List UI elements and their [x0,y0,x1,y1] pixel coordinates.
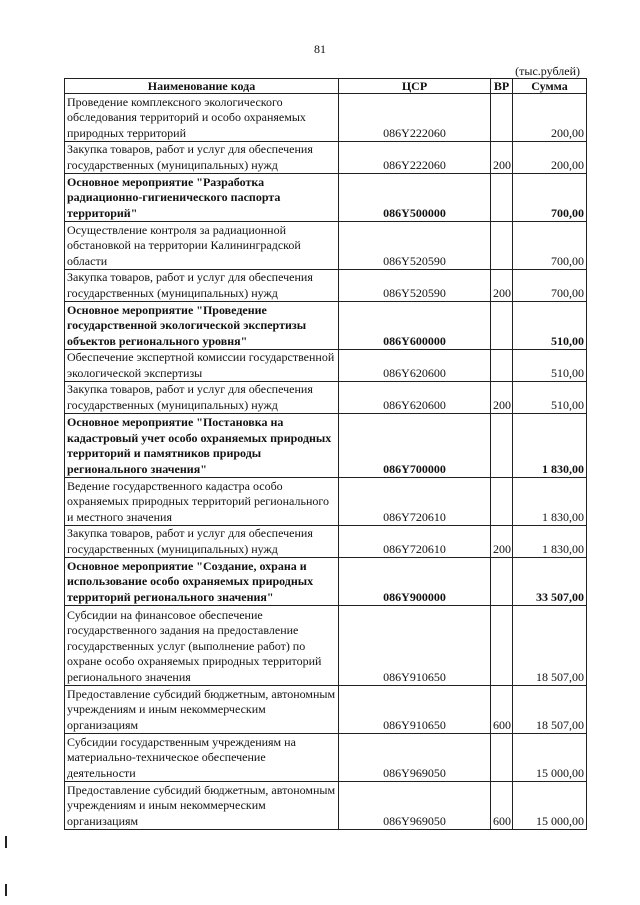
row-csr-cell: 086Y720610 [339,526,491,558]
row-csr-cell: 086Y222060 [339,142,491,174]
row-name-cell: Осуществление контроля за радиационной обстановкой на территории Калининградской области [65,222,339,270]
row-csr-cell: 086Y520590 [339,222,491,270]
row-sum-cell: 510,00 [513,382,587,414]
page-number: 81 [314,42,326,56]
row-vr-cell: 600 [491,782,513,830]
row-name-cell: Субсидии государственным учреждениям на материально-техническое обеспечение деятельности [65,734,339,782]
row-vr-cell: 200 [491,526,513,558]
margin-mark [5,884,7,896]
row-name-cell: Предоставление субсидий бюджетным, автономным учреждениям и иным некоммерческим организациям [65,782,339,830]
row-csr-cell: 086Y900000 [339,558,491,606]
row-sum-cell: 1 830,00 [513,414,587,478]
row-sum-cell: 200,00 [513,94,587,142]
row-name-cell: Проведение комплексного экологического обследования территорий и особо охраняемых природных территорий [65,94,339,142]
row-sum-cell: 18 507,00 [513,686,587,734]
row-csr-cell: 086Y222060 [339,94,491,142]
row-name-cell: Закупка товаров, работ и услуг для обеспечения государственных (муниципальных) нужд [65,270,339,302]
table-row [65,782,587,830]
header-name: Наименование кода [65,79,339,94]
table-row [65,94,587,142]
row-sum-cell: 510,00 [513,350,587,382]
row-csr-cell: 086Y700000 [339,414,491,478]
table-row [65,174,587,222]
row-csr-cell: 086Y969050 [339,734,491,782]
row-sum-cell: 15 000,00 [513,734,587,782]
row-name-cell: Обеспечение экспертной комиссии государственной экологической экспертизы [65,350,339,382]
table-row [65,142,587,174]
header-sum: Сумма [513,79,587,94]
row-csr-cell: 086Y910650 [339,606,491,686]
row-csr-cell: 086Y620600 [339,382,491,414]
row-vr-cell: 200 [491,270,513,302]
row-name-cell: Основное мероприятие "Создание, охрана и использование особо охраняемых природных территорий регионального значения" [65,558,339,606]
row-vr-cell [491,94,513,142]
row-vr-cell [491,414,513,478]
row-sum-cell: 510,00 [513,302,587,350]
row-sum-cell: 200,00 [513,142,587,174]
header-csr: ЦСР [339,79,491,94]
row-vr-cell [491,302,513,350]
row-vr-cell [491,174,513,222]
table-row [65,414,587,478]
table-row [65,558,587,606]
table-body [65,94,587,830]
row-csr-cell: 086Y620600 [339,350,491,382]
row-name-cell: Субсидии на финансовое обеспечение государственного задания на предоставление государственных услуг (выполнение работ) по охране особо охраняемых природных территорий регионального значения [65,606,339,686]
row-name-cell: Закупка товаров, работ и услуг для обеспечения государственных (муниципальных) нужд [65,142,339,174]
table-row [65,526,587,558]
row-sum-cell: 700,00 [513,222,587,270]
row-vr-cell: 200 [491,382,513,414]
row-csr-cell: 086Y600000 [339,302,491,350]
row-vr-cell: 200 [491,142,513,174]
row-sum-cell: 1 830,00 [513,526,587,558]
row-vr-cell: 600 [491,686,513,734]
table-row [65,606,587,686]
row-sum-cell: 18 507,00 [513,606,587,686]
row-sum-cell: 700,00 [513,174,587,222]
budget-table [64,78,587,830]
table-row [65,350,587,382]
row-vr-cell [491,558,513,606]
margin-mark [5,836,7,848]
row-vr-cell [491,478,513,526]
row-name-cell: Закупка товаров, работ и услуг для обеспечения государственных (муниципальных) нужд [65,526,339,558]
row-name-cell: Ведение государственного кадастра особо охраняемых природных территорий регионального и местного значения [65,478,339,526]
row-name-cell: Основное мероприятие "Постановка на кадастровый учет особо охраняемых природных территорий и памятников природы регионального значения" [65,414,339,478]
row-csr-cell: 086Y520590 [339,270,491,302]
table-row [65,222,587,270]
row-name-cell: Закупка товаров, работ и услуг для обеспечения государственных (муниципальных) нужд [65,382,339,414]
row-csr-cell: 086Y500000 [339,174,491,222]
table-row [65,302,587,350]
header-vr: ВР [491,79,513,94]
row-sum-cell: 33 507,00 [513,558,587,606]
row-vr-cell [491,350,513,382]
table-row [65,686,587,734]
table-header-row [65,79,587,94]
table-row [65,270,587,302]
row-csr-cell: 086Y910650 [339,686,491,734]
row-name-cell: Основное мероприятие "Разработка радиационно-гигиенического паспорта территорий" [65,174,339,222]
row-vr-cell [491,606,513,686]
row-name-cell: Основное мероприятие "Проведение государственной экологической экспертизы объектов регионального уровня" [65,302,339,350]
table-row [65,382,587,414]
units-label: (тыс.рублей) [515,64,580,78]
row-sum-cell: 1 830,00 [513,478,587,526]
row-sum-cell: 15 000,00 [513,782,587,830]
row-csr-cell: 086Y720610 [339,478,491,526]
row-csr-cell: 086Y969050 [339,782,491,830]
row-vr-cell [491,222,513,270]
row-name-cell: Предоставление субсидий бюджетным, автономным учреждениям и иным некоммерческим организациям [65,686,339,734]
row-sum-cell: 700,00 [513,270,587,302]
row-vr-cell [491,734,513,782]
table-row [65,478,587,526]
table-row [65,734,587,782]
